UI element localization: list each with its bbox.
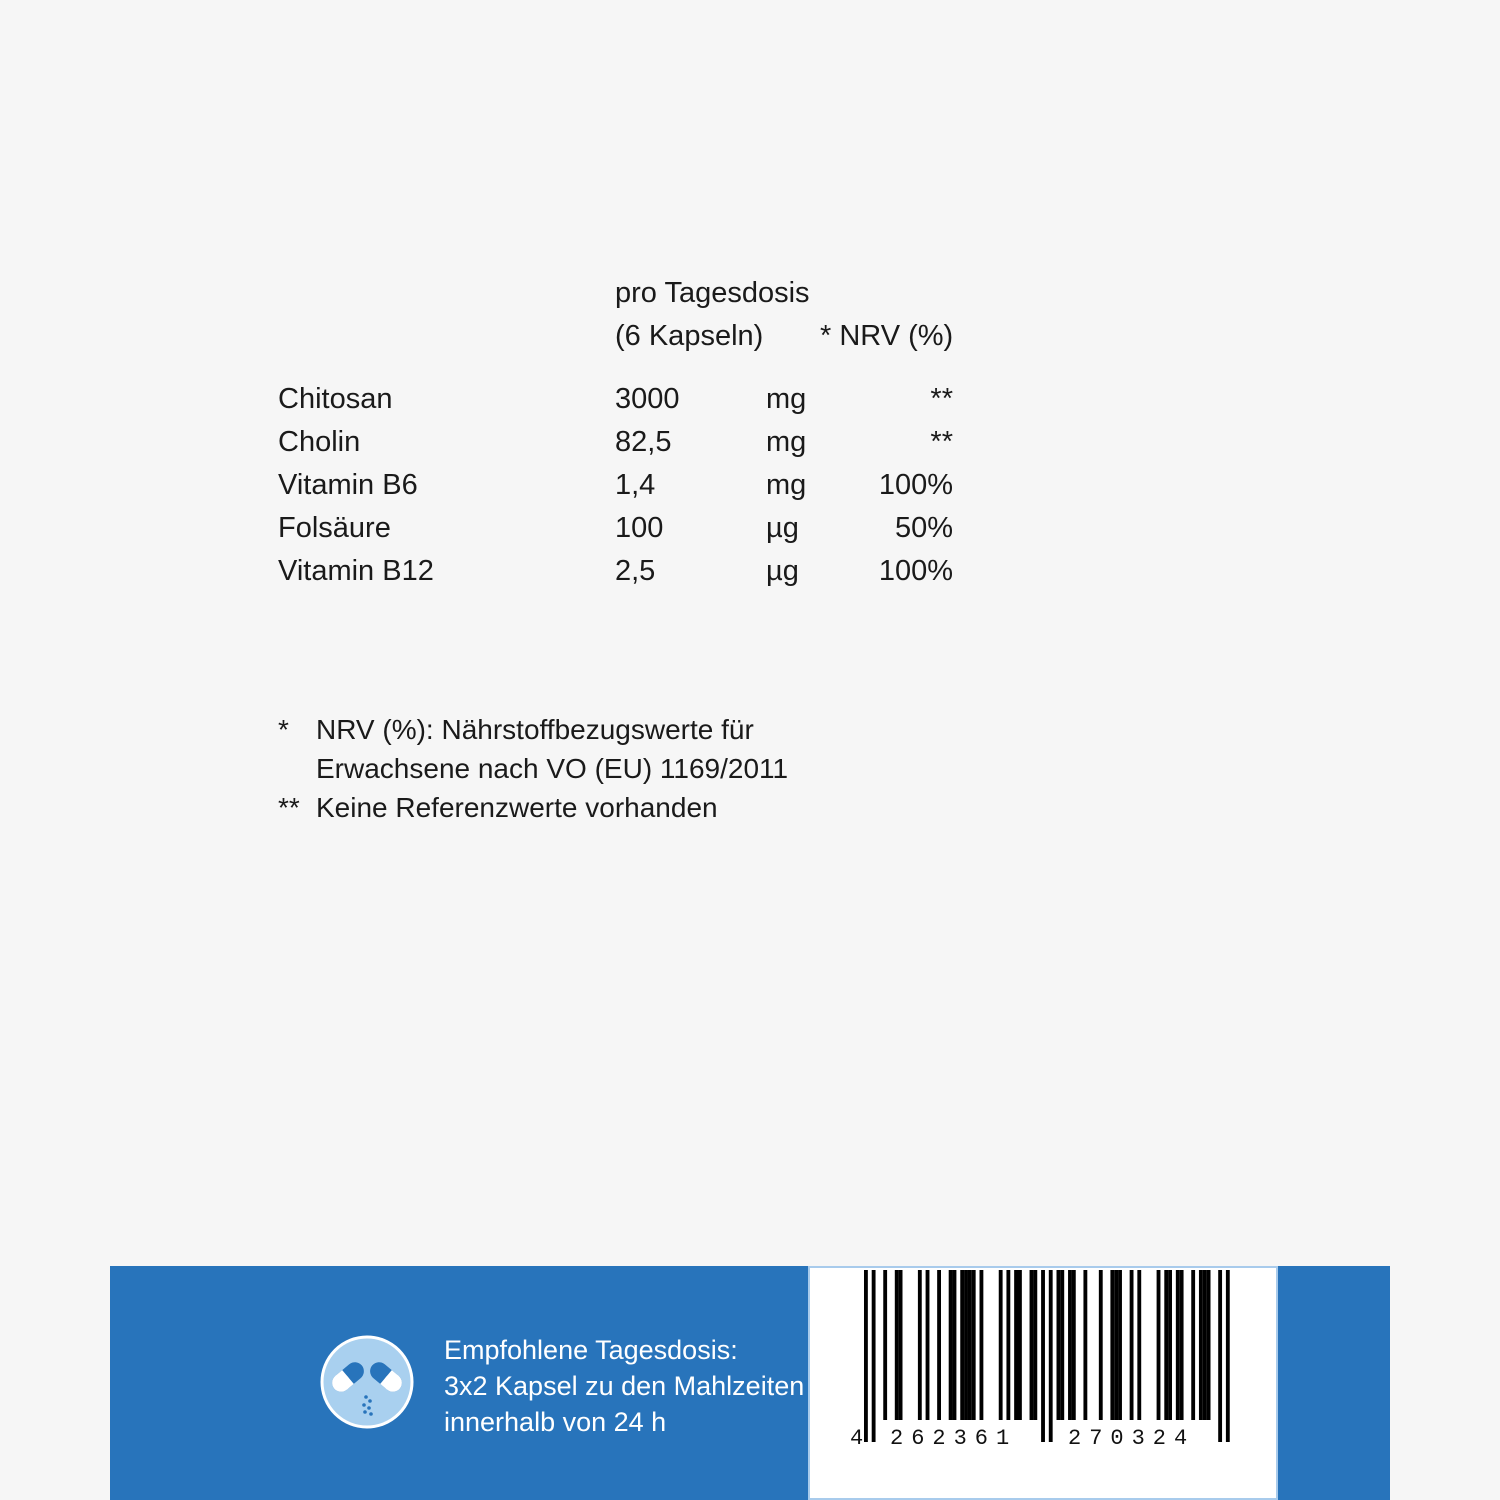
barcode-bar bbox=[1130, 1270, 1134, 1420]
barcode-bar bbox=[1137, 1270, 1141, 1420]
footnote-marker: ** bbox=[278, 792, 300, 823]
nutrient-unit: µg bbox=[766, 555, 799, 587]
nutrient-amount: 100 bbox=[615, 512, 664, 544]
barcode-bar bbox=[1049, 1270, 1053, 1442]
barcode-bar bbox=[1083, 1270, 1087, 1420]
barcode-bar bbox=[1168, 1270, 1172, 1420]
nutrient-name: Vitamin B6 bbox=[278, 469, 418, 501]
barcode-bar bbox=[1180, 1270, 1184, 1420]
barcode-bar bbox=[964, 1270, 968, 1420]
barcode-bar bbox=[1068, 1270, 1072, 1420]
nutrient-unit: µg bbox=[766, 512, 799, 544]
barcode-bar bbox=[864, 1270, 868, 1442]
nutrient-name: Vitamin B12 bbox=[278, 555, 434, 587]
header-amount-line2: (6 Kapseln) bbox=[615, 320, 764, 352]
barcode-bar bbox=[1099, 1270, 1103, 1420]
nutrient-unit: mg bbox=[766, 469, 807, 501]
nutrient-row bbox=[0, 428, 1500, 468]
nutrient-amount: 2,5 bbox=[615, 555, 656, 587]
barcode-bar bbox=[999, 1270, 1003, 1420]
barcode-bar bbox=[1203, 1270, 1207, 1420]
barcode-left-digits: 262361 bbox=[890, 1426, 1018, 1451]
nutrient-row bbox=[0, 385, 1500, 425]
barcode bbox=[808, 1266, 1278, 1500]
nutrient-name: Cholin bbox=[278, 426, 361, 458]
header-nrv: * NRV (%) bbox=[820, 320, 954, 352]
barcode-bar bbox=[1057, 1270, 1061, 1420]
barcode-bar bbox=[918, 1270, 922, 1420]
barcode-bar bbox=[1033, 1270, 1037, 1420]
nutrient-unit: mg bbox=[766, 383, 807, 415]
barcode-bar bbox=[1110, 1270, 1114, 1420]
nutrient-nrv: 100% bbox=[878, 469, 953, 501]
nutrient-nrv: ** bbox=[930, 383, 953, 415]
barcode-bar bbox=[953, 1270, 957, 1420]
barcode-graphic bbox=[810, 1268, 1276, 1498]
header-amount-line1: pro Tagesdosis bbox=[615, 277, 810, 309]
barcode-bar bbox=[1014, 1270, 1018, 1420]
dosage-text bbox=[444, 1332, 804, 1440]
nutrient-row bbox=[0, 471, 1500, 511]
barcode-bar bbox=[1207, 1270, 1211, 1420]
nutrient-row bbox=[0, 557, 1500, 597]
barcode-bar bbox=[895, 1270, 899, 1420]
barcode-bar bbox=[1176, 1270, 1180, 1420]
barcode-bar bbox=[1226, 1270, 1230, 1442]
barcode-bar bbox=[1030, 1270, 1034, 1420]
nutrient-name: Chitosan bbox=[278, 383, 393, 415]
barcode-bar bbox=[1191, 1270, 1195, 1420]
nutrient-row bbox=[0, 514, 1500, 554]
dosage-line-1: Empfohlene Tagesdosis: bbox=[444, 1335, 738, 1365]
barcode-bar bbox=[1164, 1270, 1168, 1420]
barcode-right-digits: 270324 bbox=[1068, 1426, 1196, 1451]
capsule-icon bbox=[320, 1335, 414, 1429]
barcode-bar bbox=[1114, 1270, 1118, 1420]
barcode-bar bbox=[1041, 1270, 1045, 1442]
barcode-bar bbox=[1199, 1270, 1203, 1420]
barcode-bar bbox=[899, 1270, 903, 1420]
nutrient-nrv: ** bbox=[930, 426, 953, 458]
barcode-bar bbox=[1018, 1270, 1022, 1420]
nutrient-unit: mg bbox=[766, 426, 807, 458]
barcode-bar bbox=[1118, 1270, 1122, 1420]
barcode-bar bbox=[1157, 1270, 1161, 1420]
barcode-first-digit: 4 bbox=[850, 1426, 864, 1451]
barcode-bar bbox=[937, 1270, 941, 1420]
barcode-bar bbox=[980, 1270, 984, 1420]
barcode-bar bbox=[972, 1270, 976, 1420]
barcode-bar bbox=[1218, 1270, 1222, 1442]
footnote-text: Keine Referenzwerte vorhanden bbox=[316, 792, 718, 823]
barcode-bars bbox=[864, 1270, 1230, 1442]
barcode-bar bbox=[1060, 1270, 1064, 1420]
barcode-bar bbox=[1072, 1270, 1076, 1420]
barcode-bar bbox=[883, 1270, 887, 1420]
nutrient-amount: 3000 bbox=[615, 383, 680, 415]
footnote-marker: * bbox=[278, 714, 289, 745]
nutrient-amount: 82,5 bbox=[615, 426, 672, 458]
barcode-bar bbox=[1006, 1270, 1010, 1420]
footnote-text: NRV (%): Nährstoffbezugswerte für bbox=[316, 714, 754, 745]
nutrient-nrv: 50% bbox=[894, 512, 953, 544]
nutrient-nrv: 100% bbox=[878, 555, 953, 587]
barcode-bar bbox=[968, 1270, 972, 1420]
barcode-bar bbox=[949, 1270, 953, 1420]
barcode-bar bbox=[960, 1270, 964, 1420]
nutrient-name: Folsäure bbox=[278, 512, 391, 544]
barcode-bar bbox=[926, 1270, 930, 1420]
dosage-line-2: 3x2 Kapsel zu den Mahlzeiten bbox=[444, 1371, 805, 1401]
dosage-line-3: innerhalb von 24 h bbox=[444, 1407, 667, 1437]
footnote-text: Erwachsene nach VO (EU) 1169/2011 bbox=[316, 753, 789, 784]
nutrient-amount: 1,4 bbox=[615, 469, 656, 501]
barcode-bar bbox=[872, 1270, 876, 1442]
